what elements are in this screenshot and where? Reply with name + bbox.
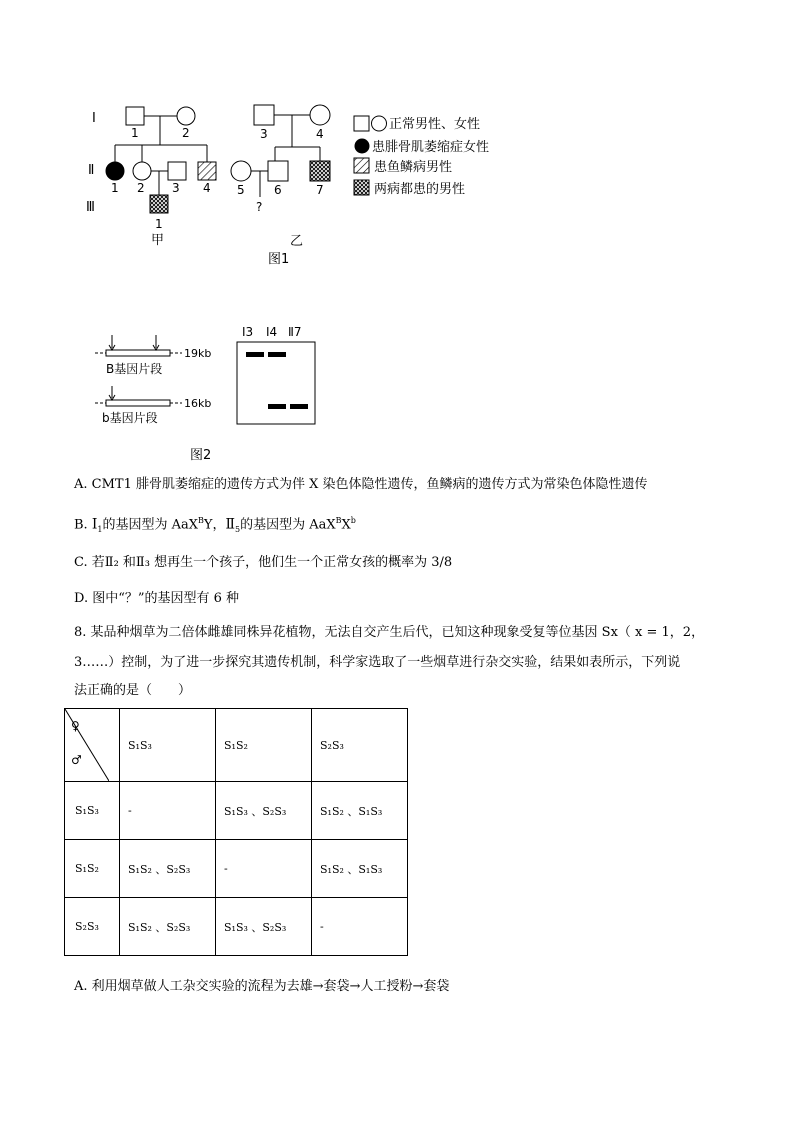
table-cell: S₁S₃ 、S₂S₃ [216, 782, 312, 840]
yi-id-II7: 7 [316, 183, 324, 197]
male-symbol: ♂ [71, 753, 82, 767]
legend-both-male-icon [354, 180, 369, 195]
table-cell: S₁S₃ 、S₂S₃ [216, 898, 312, 956]
cross-table [64, 708, 408, 956]
legend-ichthyosis-male-icon [354, 158, 369, 173]
yi-II7-both-male [310, 161, 330, 181]
row-header: S₂S₃ [65, 898, 120, 956]
legend-normal-male-icon [354, 116, 369, 131]
jia-I1-male [126, 107, 144, 125]
jia-id-II2: 2 [137, 181, 145, 195]
jia-II1-affected-female [106, 162, 124, 180]
size-19kb: 19kb [184, 347, 212, 360]
gel-figure [90, 320, 330, 465]
family-label-yi: 乙 [290, 234, 304, 249]
band-I3-19kb [246, 352, 264, 357]
yi-id-I3: 3 [260, 127, 268, 141]
table-row [65, 898, 408, 956]
yi-II6-male [268, 161, 288, 181]
jia-III1-both-male [150, 195, 168, 213]
jia-id-I1: 1 [131, 126, 139, 140]
b-big-fragment-bar [106, 350, 170, 356]
legend-cmt-female-icon [355, 139, 370, 154]
yi-id-II6: 6 [274, 183, 282, 197]
legend-ichthyosis-label: 患鱼鳞病男性 [374, 160, 453, 175]
table-corner [65, 709, 120, 782]
gen-label-3: Ⅲ [86, 200, 95, 215]
jia-II4-ichthyosis-male [198, 162, 216, 180]
yi-id-unknown: ? [256, 200, 263, 214]
b-small-fragment-label: b基因片段 [102, 411, 158, 425]
option-d: D. 图中“？”的基因型有 6 种 [74, 591, 240, 606]
table-row [65, 840, 408, 898]
question-8-line-3: 法正确的是（ ） [74, 683, 192, 698]
row-header: S₁S₃ [65, 782, 120, 840]
lane-label-I3: Ⅰ3 [242, 325, 254, 339]
band-I4-16kb [268, 404, 286, 409]
legend-both-label: 两病都患的男性 [374, 182, 466, 197]
table-header-row [65, 709, 408, 782]
figure2-caption: 图2 [190, 448, 212, 463]
table-header: S₁S₃ [120, 709, 216, 782]
yi-I3-male [254, 105, 274, 125]
jia-id-II4: 4 [203, 181, 211, 195]
b-big-fragment-label: B基因片段 [106, 362, 163, 376]
jia-II2-female [133, 162, 151, 180]
b-small-fragment-bar [106, 400, 170, 406]
gen-label-1: Ⅰ [92, 111, 96, 126]
question-8-line-1: 8. 某品种烟草为二倍体雌雄同株异花植物，无法自交产生后代，已知这种现象受复等位基因 Sx（ x = 1，2， [74, 625, 705, 640]
table-cell: - [216, 840, 312, 898]
yi-id-II5: 5 [237, 183, 245, 197]
table-cell: S₁S₂ 、S₂S₃ [120, 898, 216, 956]
table-cell: S₁S₂ 、S₁S₃ [312, 782, 408, 840]
jia-II3-male [168, 162, 186, 180]
figure1-caption: 图1 [268, 252, 290, 265]
lane-label-I4: Ⅰ4 [266, 325, 278, 339]
legend-normal-female-icon [372, 116, 387, 131]
female-symbol: ♀ [71, 719, 80, 733]
legend-normal-label: 正常男性、女性 [389, 117, 481, 132]
table-cell: - [312, 898, 408, 956]
option-c: C. 若Ⅱ₂ 和Ⅱ₃ 想再生一个孩子，他们生一个正常女孩的概率为 3/8 [74, 555, 453, 570]
jia-id-II3: 3 [172, 181, 180, 195]
option-a: A. CMT1 腓骨肌萎缩症的遗传方式为伴 X 染色体隐性遗传，鱼鳞病的遗传方式为常染色体隐性遗传 [74, 477, 648, 492]
yi-II5-female [231, 161, 251, 181]
table-cell: - [120, 782, 216, 840]
size-16kb: 16kb [184, 397, 212, 410]
yi-id-I4: 4 [316, 127, 324, 141]
pedigree-figure [80, 95, 520, 265]
answer-a: A. 利用烟草做人工杂交实验的流程为去雄→套袋→人工授粉→套袋 [74, 979, 450, 994]
family-label-jia: 甲 [151, 233, 165, 248]
question-8-line-2: 3……）控制，为了进一步探究其遗传机制，科学家选取了一些烟草进行杂交实验，结果如表所示，下列说 [74, 655, 681, 670]
table-row [65, 782, 408, 840]
option-b: B. $Ⅰ_1$的基因型为 AaX$^B$Y，$Ⅱ_5$的基因型为 $AaX^BX^b$ [74, 516, 356, 534]
table-cell: S₁S₂ 、S₂S₃ [120, 840, 216, 898]
yi-I4-female [310, 105, 330, 125]
lane-label-II7: Ⅱ7 [288, 325, 302, 339]
jia-id-II1: 1 [111, 181, 119, 195]
band-I4-19kb [268, 352, 286, 357]
table-header: S₂S₃ [312, 709, 408, 782]
jia-id-I2: 2 [182, 126, 190, 140]
band-II7-16kb [290, 404, 308, 409]
jia-I2-female [177, 107, 195, 125]
row-header: S₁S₂ [65, 840, 120, 898]
gen-label-2: Ⅱ [88, 163, 95, 178]
legend-cmt-label: 患腓骨肌萎缩症女性 [372, 140, 490, 155]
table-cell: S₁S₂ 、S₁S₃ [312, 840, 408, 898]
table-header: S₁S₂ [216, 709, 312, 782]
jia-id-III1: 1 [155, 217, 163, 231]
